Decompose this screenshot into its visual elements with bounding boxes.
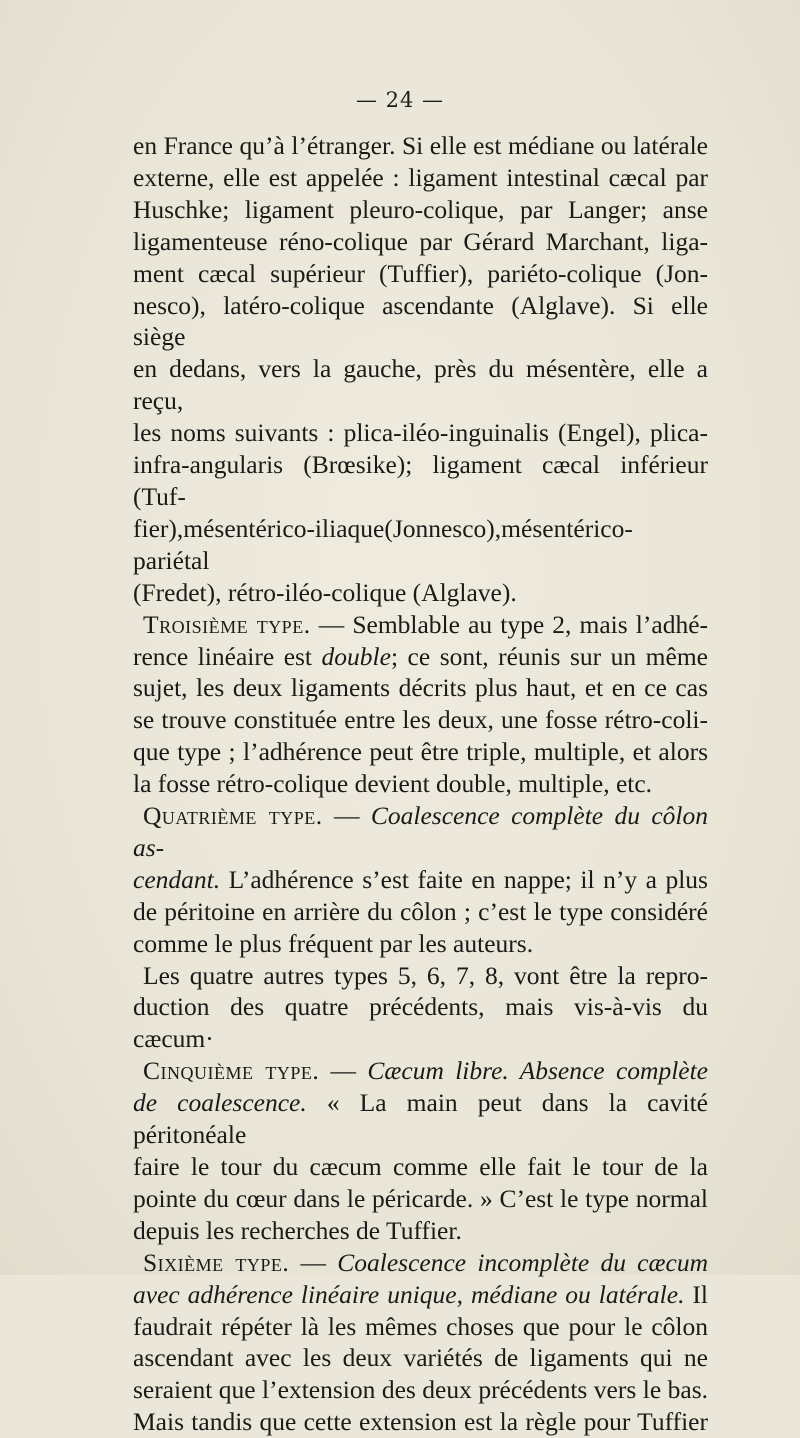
text-line: ligamenteuse réno-colique par Gérard Marchant, liga-	[133, 226, 708, 256]
text-line	[133, 1087, 708, 1151]
text-line: Les quatre autres types 5, 6, 7, 8, vont être la repro-	[143, 960, 708, 990]
text-span: Il	[684, 1279, 708, 1309]
text-line: (Fredet), rétro-iléo-colique (Alglave).	[133, 577, 517, 607]
text-line: ascendant avec les deux variétés de ligaments qui ne	[133, 1343, 708, 1373]
text-line	[133, 1055, 708, 1087]
italic-text: Coalescence complète du côlon as-	[133, 801, 708, 862]
text-line: duction des quatre précédents, mais vis-à-vis du cæcum·	[133, 992, 708, 1054]
type-heading: Troisième type.	[143, 609, 311, 639]
body-text	[133, 130, 708, 1438]
italic-text: double	[321, 641, 391, 671]
text-line: que type ; l’adhérence peut être triple, multiple, et alors	[133, 737, 708, 767]
text-line	[133, 609, 708, 641]
text-line: faudrait répéter là les mêmes choses que pour le côlon	[133, 1311, 708, 1341]
text-line: la fosse rétro-colique devient double, multiple, etc.	[133, 769, 653, 799]
text-span: « La main peut dans la cavité péritonéale	[133, 1088, 708, 1150]
text-span: —	[319, 1056, 368, 1086]
text-line: pointe du cœur dans le péricarde. » C’est le type normal	[133, 1183, 708, 1213]
text-line: infra-angularis (Brœsike); ligament cæcal inférieur (Tuf-	[133, 450, 708, 511]
text-span: L’adhérence s’est faite en nappe; il n’y a plus	[220, 864, 708, 894]
paragraph-type-5	[133, 1055, 708, 1246]
text-line: se trouve constituée entre les deux, une fosse rétro-coli-	[133, 705, 708, 735]
text-line: seraient que l’extension des deux précédents vers le bas.	[133, 1375, 708, 1405]
text-line: faire le tour du cæcum comme elle fait le tour de la	[133, 1152, 708, 1181]
italic-text: de coalescence.	[133, 1088, 307, 1118]
text-line: ment cæcal supérieur (Tuffier), pariéto-colique (Jon-	[133, 258, 708, 288]
text-line: sujet, les deux ligaments décrits plus haut, et en ce cas	[133, 673, 708, 703]
paragraph-type-6	[133, 1247, 708, 1438]
text-line: depuis les recherches de Tuffier.	[133, 1215, 462, 1245]
italic-text: Cæcum libre. Absence complète	[367, 1056, 708, 1086]
text-line: nesco), latéro-colique ascendante (Alglave). Si elle siège	[133, 290, 708, 352]
text-line	[133, 1247, 708, 1279]
text-span: rence linéaire est	[133, 641, 322, 671]
italic-text: Coalescence incomplète du cæcum	[337, 1247, 708, 1277]
text-line: Mais tandis que cette extension est la règle pour Tuffier	[133, 1407, 708, 1437]
text-line: fier),mésentérico-iliaque(Jonnesco),mésentérico-pariétal	[133, 513, 633, 575]
text-line: de péritoine en arrière du côlon ; c’est le type considéré	[133, 896, 708, 926]
text-line	[133, 800, 708, 864]
italic-text: avec adhérence linéaire unique, médiane ou latérale.	[133, 1279, 685, 1309]
paragraph-other-types	[133, 960, 708, 1056]
type-heading: Sixième type.	[143, 1247, 290, 1277]
text-line: externe, elle est appelée : ligament intestinal cæcal par	[133, 162, 708, 192]
type-heading: Cinquième type.	[143, 1056, 320, 1086]
page-number: — 24 —	[355, 88, 445, 112]
text-line: comme le plus fréquent par les auteurs.	[133, 928, 534, 958]
text-line	[133, 864, 708, 896]
text-line: Huschke; ligament pleuro-colique, par Langer; anse	[133, 194, 708, 224]
text-line: en France qu’à l’étranger. Si elle est médiane ou latérale	[133, 131, 708, 160]
text-line	[133, 1279, 708, 1311]
text-span: —	[322, 801, 371, 831]
paragraph-ligaments	[133, 130, 708, 609]
text-line: les noms suivants : plica-iléo-inguinalis (Engel), plica-	[133, 418, 708, 448]
text-span: ; ce sont, réunis sur un même	[390, 641, 708, 671]
text-span: —	[289, 1247, 338, 1277]
text-line	[133, 641, 708, 673]
text-span: — Semblable au type 2, mais l’adhé-	[310, 609, 709, 639]
paragraph-type-3	[133, 609, 708, 800]
paragraph-type-4	[133, 800, 708, 960]
text-line: en dedans, vers la gauche, près du mésentère, elle a reçu,	[133, 354, 708, 416]
type-heading: Quatrième type.	[143, 801, 323, 831]
italic-text: cendant.	[133, 864, 221, 894]
